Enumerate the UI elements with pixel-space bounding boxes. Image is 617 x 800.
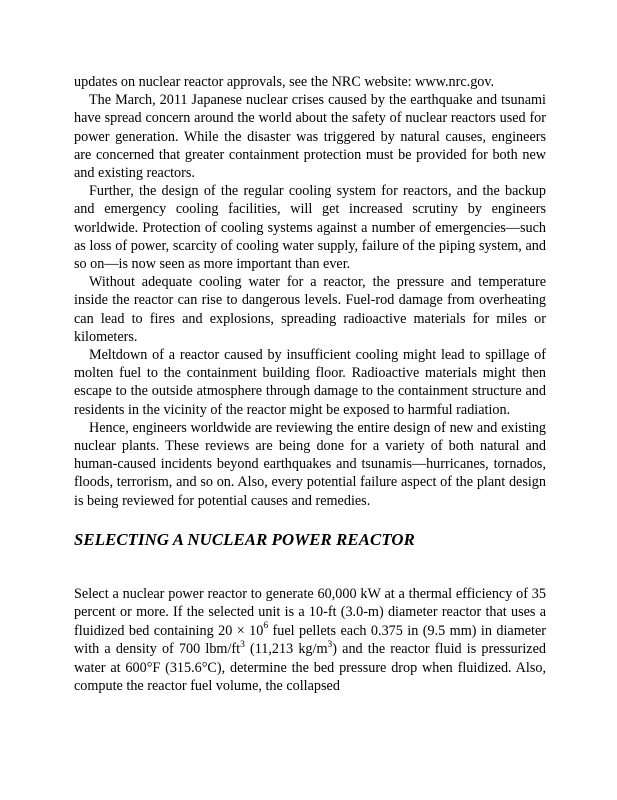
superscript-exponent: 6 xyxy=(263,621,269,632)
problem-statement xyxy=(74,585,546,696)
body-paragraph-1: updates on nuclear reactor approvals, see the NRC website: www.nrc.gov. xyxy=(74,74,495,90)
superscript-cubic-ft: 3 xyxy=(240,639,245,650)
body-paragraph-3: Further, the design of the regular cooling system for reactors, and the backup and emergency cooling facilities, will get increased scrutiny by engineers worldwide. Protection of cooling systems against a number of emergencies—such as loss of power, scarcity of cooling water supply, failure of the piping system, and so on—is now seen as more important than ever. xyxy=(74,183,546,273)
document-page xyxy=(74,73,546,696)
problem-text-2: fuel pellets each 0.375 in (9.5 mm) in diameter with a density of 700 lbm/ft xyxy=(74,622,546,658)
body-paragraph-6: Hence, engineers worldwide are reviewing the entire design of new and existing nuclear plants. These reviews are being done for a variety of both natural and human-caused incidents beyond earthquakes and tsunamis—hurricanes, tornados, floods, terrorism, and so on. Also, every potential failure aspect of the plant design is being reviewed for potential causes and remedies. xyxy=(74,419,546,509)
problem-text-3: (11,213 kg/m xyxy=(244,641,328,658)
body-paragraph-4: Without adequate cooling water for a reactor, the pressure and temperature inside the reactor can rise to dangerous levels. Fuel-rod damage from overheating can lead to fires and explosions, spreading radioactive materials for miles or kilometers. xyxy=(74,274,546,345)
superscript-cubic-m: 3 xyxy=(327,639,333,650)
problem-text-1: Select a nuclear power reactor to generate 60,000 kW at a thermal efficiency of 35 percent or more. If the selected unit is a 10-ft (3.0-m) diameter reactor that uses a fluidized bed containing 20 × 10 xyxy=(74,585,546,639)
problem-text-4: ) and the reactor fluid is pressurized water at 600°F (315.6°C), determine the bed pressure drop when fluidized. Also, compute the reactor fuel volume, the collapsed xyxy=(74,641,546,695)
section-heading: SELECTING A NUCLEAR POWER REACTOR xyxy=(74,529,415,549)
body-paragraph-5: Meltdown of a reactor caused by insufficient cooling might lead to spillage of molten fuel to the containment building floor. Radioactive materials might then escape to the outside atmosphere through damage to the containment structure and residents in the vicinity of the reactor might be exposed to harmful radiation. xyxy=(74,347,546,418)
body-paragraph-2: The March, 2011 Japanese nuclear crises caused by the earthquake and tsunami have spread concern around the world about the safety of nuclear reactors used for power generation. While the disaster was triggered by natural causes, engineers are concerned that greater containment protection must be provided for both new and existing reactors. xyxy=(74,92,546,182)
